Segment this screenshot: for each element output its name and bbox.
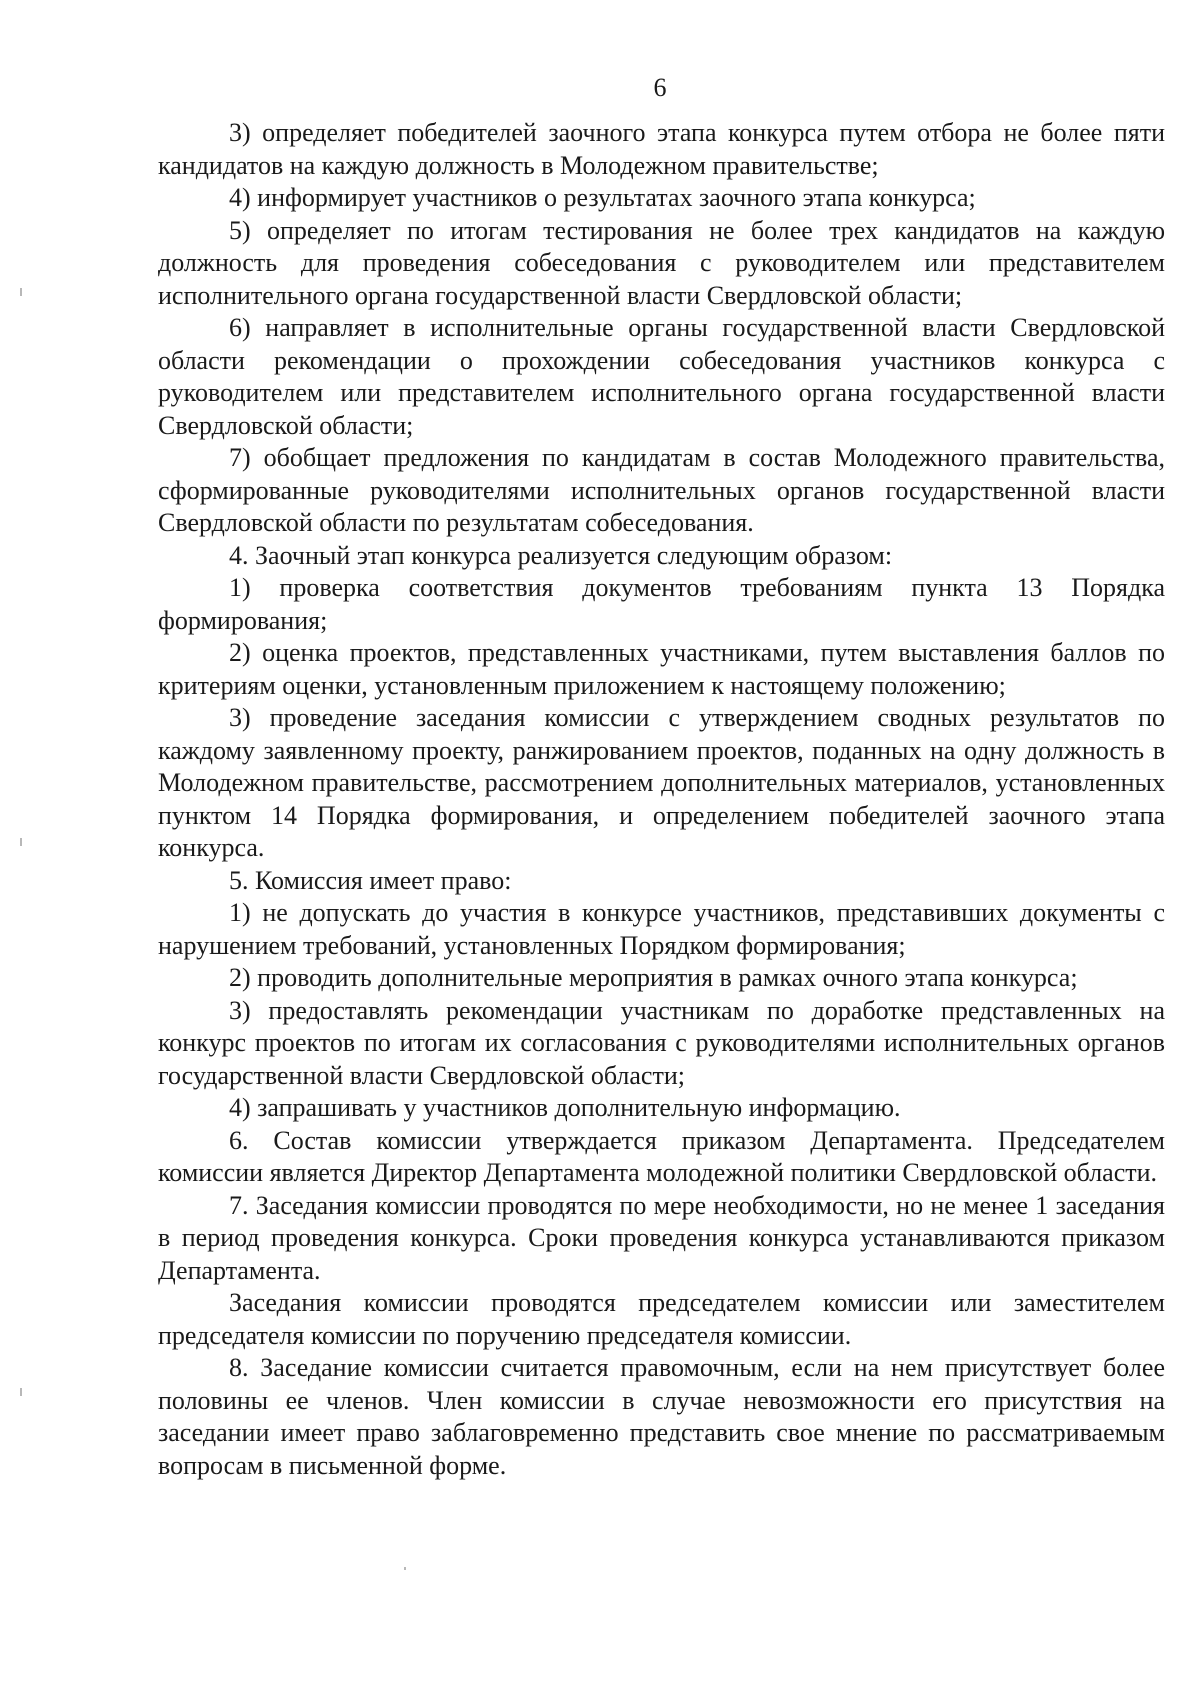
section-5-item-1: 1) не допускать до участия в конкурсе участников, представивших документы с нарушением требований, установленных Порядком формирования; xyxy=(158,898,1165,960)
paragraph-3-1-item-3: 3) определяет победителей заочного этапа конкурса путем отбора не более пяти кандидатов на каждую должность в Молодежном правительстве; xyxy=(158,118,1165,180)
section-5-heading: 5. Комиссия имеет право: xyxy=(229,865,512,895)
section-5-item-2: 2) проводить дополнительные мероприятия в рамках очного этапа конкурса; xyxy=(229,963,1078,992)
paragraph-3-1-item-7: 7) обобщает предложения по кандидатам в состав Молодежного правительства, сформированные руководителями исполнительных органов государственной власти Свердловской области по результатам собеседования. xyxy=(158,443,1165,537)
section-4-heading: 4. Заочный этап конкурса реализуется следующим образом: xyxy=(229,540,893,570)
paragraph-3-1-item-5: 5) определяет по итогам тестирования не более трех кандидатов на каждую должность для проведения собеседования с руководителем или представителем исполнительного органа государственной власти Свердловской области; xyxy=(158,215,1165,310)
section-4-item-1: 1) проверка соответствия документов требованиям пункта 13 Порядка формирования; xyxy=(158,573,1165,635)
section-6: 6. Состав комиссии утверждается приказом Департамента. Председателем комиссии является Директор Департамента молодежной политики Свердловской области. xyxy=(158,1125,1165,1187)
section-8: 8. Заседание комиссии считается правомочным, если на нем присутствует более половины ее членов. Член комиссии в случае невозможности его присутствия на заседании имеет право заблаговременно представить свое мнение по рассматриваемым вопросам в письменной форме. xyxy=(158,1353,1165,1480)
section-5-item-3: 3) предоставлять рекомендации участникам по доработке представленных на конкурс проектов по итогам их согласования с руководителями исполнительных органов государственной власти Свердловской области; xyxy=(158,995,1165,1090)
section-7: 7. Заседания комиссии проводятся по мере необходимости, но не менее 1 заседания в период проведения конкурса. Сроки проведения конкурса устанавливаются приказом Департамента. xyxy=(158,1190,1165,1285)
scan-artifact-mark xyxy=(20,288,22,296)
document-body xyxy=(158,117,1165,1482)
section-4-item-3: 3) проведение заседания комиссии с утверждением сводных результатов по каждому заявленному проекту, ранжированием проектов, поданных на одну должность в Молодежном правительстве, рассмотрением дополнительных материалов, установленных пунктом 14 Порядка формирования, и определением победителей заочного этапа конкурса. xyxy=(158,703,1165,862)
scan-artifact-mark xyxy=(404,1567,406,1570)
scan-artifact-mark xyxy=(20,838,22,846)
page-number: 6 xyxy=(653,73,667,102)
section-4-item-2: 2) оценка проектов, представленных участниками, путем выставления баллов по критериям оценки, установленным приложением к настоящему положению; xyxy=(158,638,1165,700)
scan-artifact-mark xyxy=(20,1388,22,1396)
paragraph-3-1-item-4: 4) информирует участников о результатах заочного этапа конкурса; xyxy=(229,183,976,212)
section-5-item-4: 4) запрашивать у участников дополнительную информацию. xyxy=(229,1093,901,1122)
section-7-continuation: Заседания комиссии проводятся председателем комиссии или заместителем председателя комиссии по поручению председателя комиссии. xyxy=(158,1288,1165,1350)
paragraph-3-1-item-6: 6) направляет в исполнительные органы государственной власти Свердловской области рекомендации о прохождении собеседования участников конкурса с руководителем или представителем исполнительного органа государственной власти Свердловской области; xyxy=(158,313,1165,440)
